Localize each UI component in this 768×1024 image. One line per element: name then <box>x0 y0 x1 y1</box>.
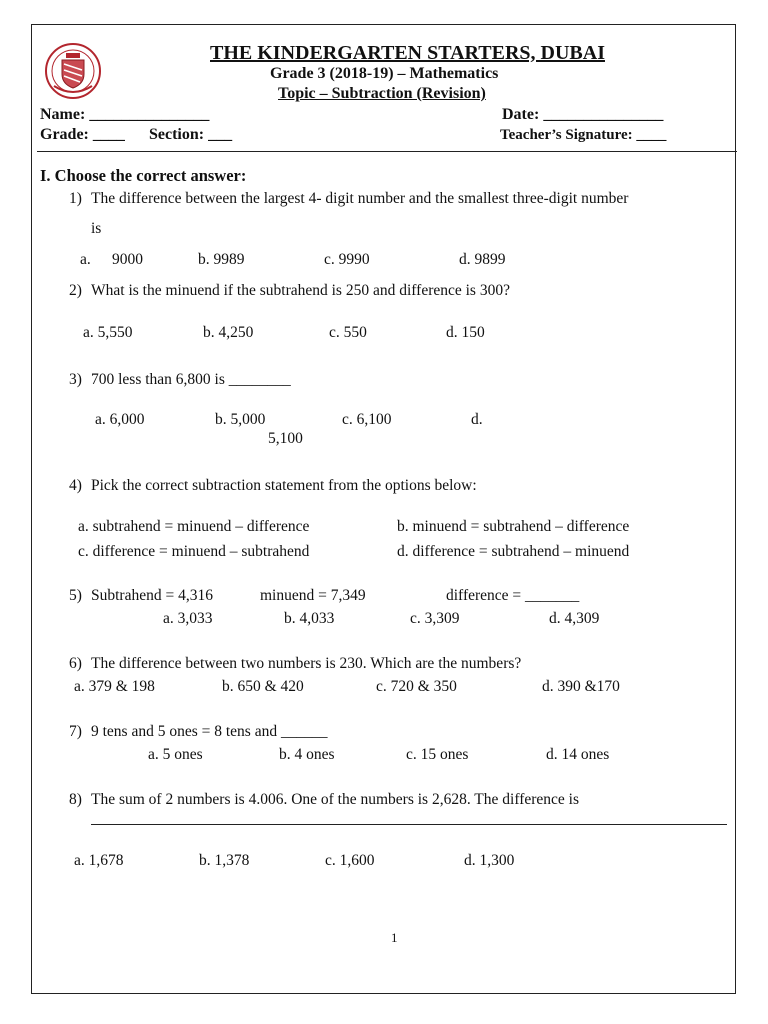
topic-title: Topic – Subtraction (Revision) <box>278 85 486 102</box>
option-b[interactable]: b. 9989 <box>198 251 245 268</box>
option-b[interactable]: b. 5,000 <box>215 411 266 428</box>
teacher-signature-field[interactable]: Teacher’s Signature: ____ <box>500 127 667 143</box>
question-text-continued: is <box>91 220 102 237</box>
option-c[interactable]: c. 9990 <box>324 251 370 268</box>
header-divider <box>37 151 737 152</box>
question-number: 8) <box>69 791 82 808</box>
option-a[interactable]: a. 3,033 <box>163 610 213 627</box>
option-c[interactable]: c. 15 ones <box>406 746 469 763</box>
option-d[interactable]: d. difference = subtrahend – minuend <box>397 543 630 560</box>
option-a[interactable]: a. 6,000 <box>95 411 145 428</box>
option-b[interactable]: b. 4,250 <box>203 324 254 341</box>
option-d[interactable]: d. 1,300 <box>464 852 515 869</box>
question-text: What is the minuend if the subtrahend is 250 and difference is 300? <box>91 282 510 299</box>
answer-line[interactable] <box>91 824 727 825</box>
option-label-a[interactable]: a. <box>80 251 91 268</box>
option-b[interactable]: b. 1,378 <box>199 852 250 869</box>
name-field[interactable]: Name: _______________ <box>40 106 210 123</box>
section-field[interactable]: Section: ___ <box>149 126 233 143</box>
grade-field[interactable]: Grade: ____ <box>40 126 125 143</box>
question-text-difference: difference = _______ <box>446 587 580 604</box>
school-title: THE KINDERGARTEN STARTERS, DUBAI <box>210 42 605 64</box>
option-b[interactable]: b. 650 & 420 <box>222 678 304 695</box>
question-text: Pick the correct subtraction statement from the options below: <box>91 477 477 494</box>
option-d[interactable]: d. 9899 <box>459 251 506 268</box>
question-text: The sum of 2 numbers is 4.006. One of the numbers is 2,628. The difference is <box>91 791 580 808</box>
option-b[interactable]: b. 4 ones <box>279 746 335 763</box>
option-b[interactable]: b. 4,033 <box>284 610 335 627</box>
option-b[interactable]: b. minuend = subtrahend – difference <box>397 518 630 535</box>
option-c[interactable]: c. 6,100 <box>342 411 392 428</box>
option-c[interactable]: c. 1,600 <box>325 852 375 869</box>
option-a[interactable]: a. 379 & 198 <box>74 678 155 695</box>
option-d[interactable]: d. 150 <box>446 324 485 341</box>
option-a[interactable]: a. 5,550 <box>83 324 133 341</box>
question-text: The difference between two numbers is 230. Which are the numbers? <box>91 655 522 672</box>
question-text: The difference between the largest 4- digit number and the smallest three-digit number <box>91 190 629 207</box>
question-number: 2) <box>69 282 82 299</box>
question-number: 5) <box>69 587 82 604</box>
option-d[interactable]: d. 390 &170 <box>542 678 620 695</box>
question-number: 3) <box>69 371 82 388</box>
option-d[interactable]: d. 14 ones <box>546 746 610 763</box>
question-text: 700 less than 6,800 is ________ <box>91 371 291 388</box>
question-number: 6) <box>69 655 82 672</box>
question-number: 4) <box>69 477 82 494</box>
option-a[interactable]: a. subtrahend = minuend – difference <box>78 518 310 535</box>
option-c[interactable]: c. 550 <box>329 324 367 341</box>
date-field[interactable]: Date: _______________ <box>502 106 664 123</box>
question-number: 1) <box>69 190 82 207</box>
option-a[interactable]: a. 1,678 <box>74 852 124 869</box>
question-text-subtrahend: Subtrahend = 4,316 <box>91 587 213 604</box>
grade-subject: Grade 3 (2018-19) – Mathematics <box>270 65 499 82</box>
school-crest-logo <box>44 42 102 100</box>
option-c[interactable]: c. difference = minuend – subtrahend <box>78 543 310 560</box>
option-d-value[interactable]: 5,100 <box>268 430 303 447</box>
page-number: 1 <box>391 930 398 945</box>
question-number: 7) <box>69 723 82 740</box>
option-d[interactable]: d. <box>471 411 483 428</box>
section-heading: I. Choose the correct answer: <box>40 166 247 185</box>
option-a[interactable]: a. 5 ones <box>148 746 203 763</box>
question-text: 9 tens and 5 ones = 8 tens and ______ <box>91 723 328 740</box>
option-c[interactable]: c. 3,309 <box>410 610 460 627</box>
option-a[interactable]: 9000 <box>112 251 143 268</box>
option-d[interactable]: d. 4,309 <box>549 610 600 627</box>
answer-blank[interactable]: __ <box>275 371 291 388</box>
question-text-minuend: minuend = 7,349 <box>260 587 366 604</box>
option-c[interactable]: c. 720 & 350 <box>376 678 457 695</box>
